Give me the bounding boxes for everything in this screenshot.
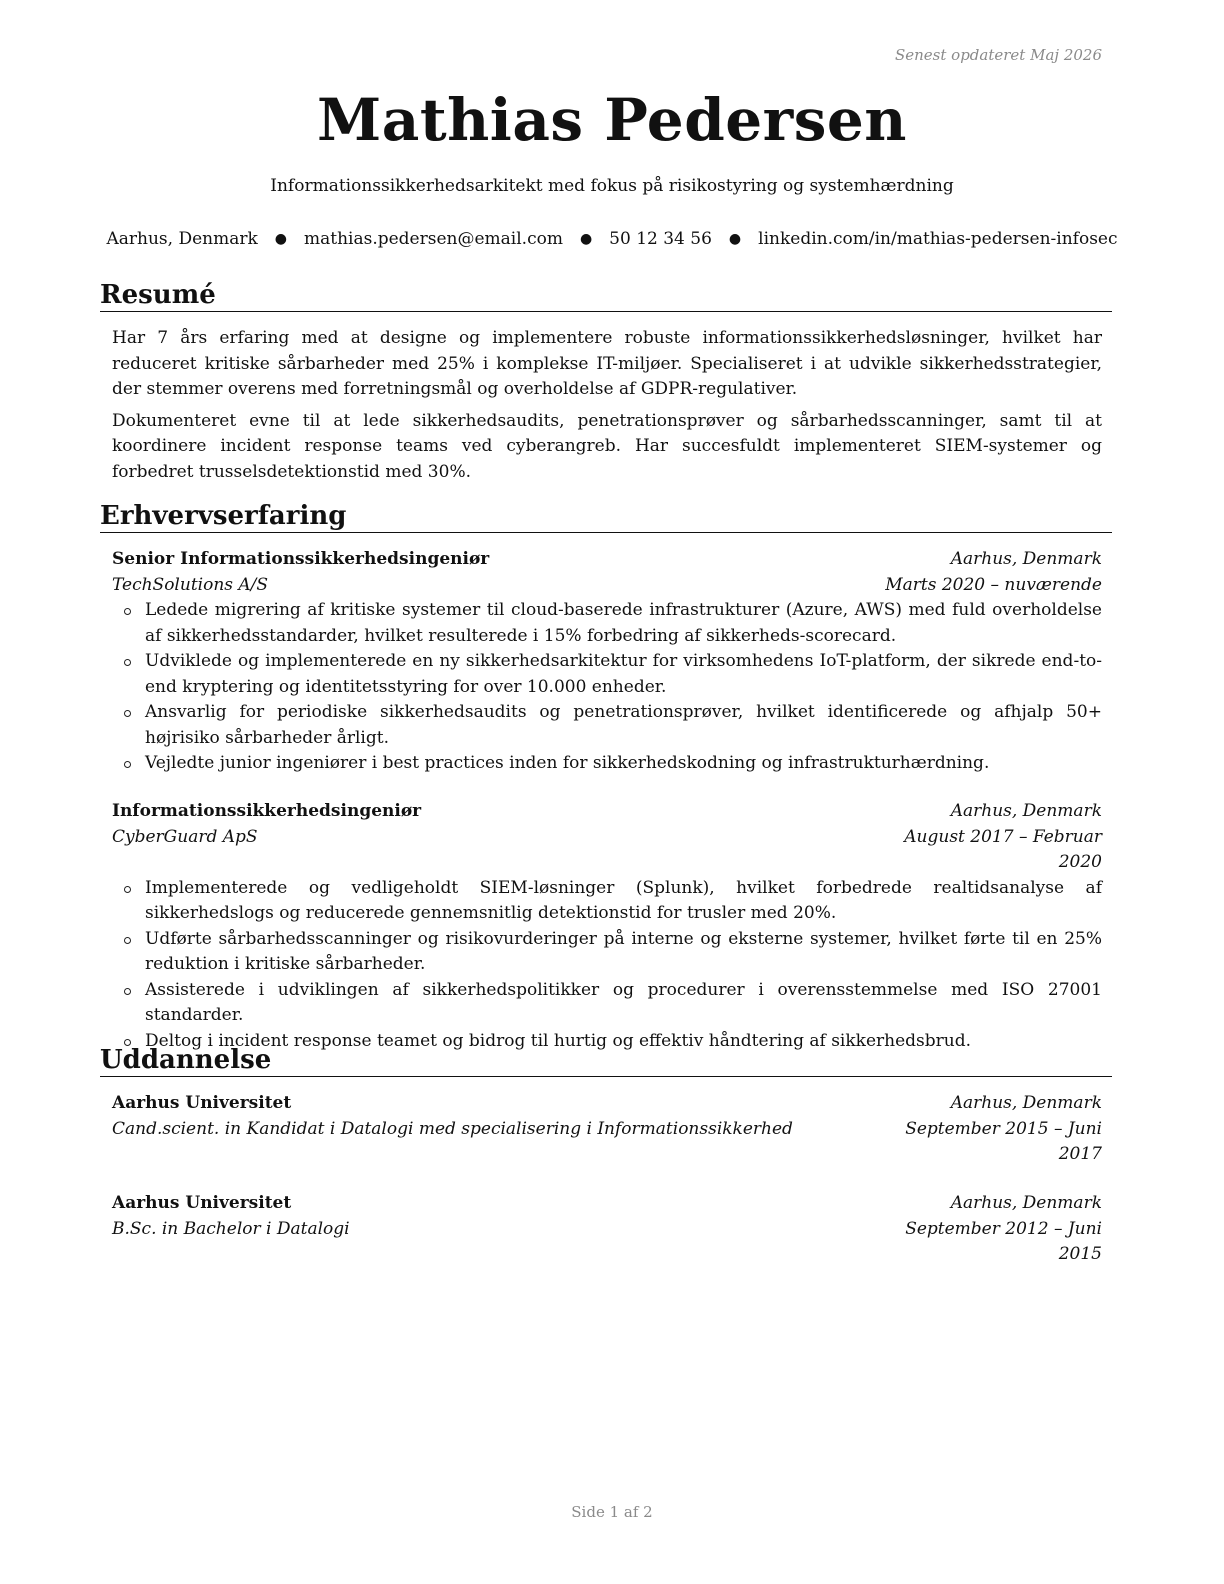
list-item: Udviklede og implementerede en ny sikkerhedsarkitektur for virksomhedens IoT-platform, der sikrede end-to-end kryptering og identitetsstyring for over 10.000 enheder.: [112, 649, 1102, 700]
education-dates: September 2015 – Juni 2017: [905, 1118, 1102, 1164]
job-company: TechSolutions A/S: [112, 574, 269, 595]
contact-phone: 50 12 34 56: [609, 229, 712, 249]
candidate-name: Mathias Pedersen: [317, 86, 907, 154]
bullet-separator-icon: ●: [728, 231, 742, 247]
contact-location: Aarhus, Denmark: [106, 229, 258, 249]
list-item: Assisterede i udviklingen af sikkerhedspolitikker og procedurer i overensstemmelse med ISO 27001 standarder.: [112, 978, 1102, 1029]
summary-section: [112, 326, 1102, 491]
job-location: Aarhus, Denmark: [950, 801, 1102, 821]
page-number: Side 1 af 2: [571, 1503, 653, 1521]
list-item: Implementerede og vedligeholdt SIEM-løsninger (Splunk), hvilket forbedrede realtidsanalyse af sikkerhedslogs og reducerede gennemsnitlig detektionstid for trusler med 20%.: [112, 876, 1102, 927]
bullet-separator-icon: ●: [274, 231, 287, 247]
job-dates: August 2017 – Februar 2020: [904, 826, 1102, 872]
job-entry: [112, 547, 1102, 777]
list-item: Vejledte junior ingeniører i best practices inden for sikkerhedskodning og infrastrukturhærdning.: [112, 751, 1102, 777]
education-dates: September 2012 – Juni 2015: [905, 1218, 1102, 1264]
summary-paragraph: Dokumenteret evne til at lede sikkerhedsaudits, penetrationsprøver og sårbarhedsscanninger, samt til at koordinere incident response teams ved cyberangreb. Har succesfuldt implementeret SIEM-systemer og forbedret trusselsdetektionstid med 30%.: [112, 410, 1102, 482]
job-role: Informationssikkerhedsingeniør: [112, 801, 422, 821]
job-location: Aarhus, Denmark: [950, 549, 1102, 569]
tagline: Informationssikkerhedsarkitekt med fokus på risikostyring og systemhærdning: [270, 176, 954, 196]
list-item: Udførte sårbarhedsscanninger og risikovurderinger på interne og eksterne systemer, hvilket førte til en 25% reduktion i kritiske sårbarheder.: [112, 927, 1102, 978]
job-company: CyberGuard ApS: [112, 826, 258, 847]
list-item: Ansvarlig for periodiske sikkerhedsaudits og penetrationsprøver, hvilket identificerede og afhjalp 50+ højrisiko sårbarheder årligt.: [112, 700, 1102, 751]
school-name: Aarhus Universitet: [112, 1193, 292, 1213]
contact-line: [100, 229, 1124, 249]
degree: Cand.scient. in Kandidat i Datalogi med specialisering i Informationssikkerhed: [112, 1118, 793, 1139]
school-name: Aarhus Universitet: [112, 1093, 292, 1113]
education-entry: [112, 1091, 1102, 1168]
education-entry: [112, 1191, 1102, 1268]
section-title-experience: Erhvervserfaring: [100, 501, 1112, 533]
contact-linkedin[interactable]: linkedin.com/in/mathias-pedersen-infosec: [758, 229, 1118, 249]
summary-paragraph: Har 7 års erfaring med at designe og implementere robuste informationssikkerhedsløsninger, hvilket har reduceret kritiske sårbarheder med 25% i komplekse IT-miljøer. Specialiseret i at udvikle sikkerhedsstrategier, der stemmer overens med forretningsmål og overholdelse af GDPR-regulativer.: [112, 328, 1102, 399]
job-bullets: [112, 598, 1102, 777]
bullet-separator-icon: ●: [579, 231, 593, 247]
school-location: Aarhus, Denmark: [950, 1193, 1102, 1213]
list-item: Ledede migrering af kritiske systemer til cloud-baserede infrastrukturer (Azure, AWS) med fuld overholdelse af sikkerhedsstandarder, hvilket resulterede i 15% forbedring af sikkerheds-scorecard.: [112, 598, 1102, 649]
list-item: Deltog i incident response teamet og bidrog til hurtig og effektiv håndtering af sikkerhedsbrud.: [112, 1029, 1102, 1055]
job-dates: Marts 2020 – nuværende: [885, 574, 1102, 595]
job-role: Senior Informationssikkerhedsingeniør: [112, 549, 490, 569]
section-title-education: Uddannelse: [100, 1045, 1112, 1077]
job-entry: [112, 799, 1102, 1054]
job-bullets: [112, 876, 1102, 1055]
section-title-summary: Resumé: [100, 280, 1112, 312]
school-location: Aarhus, Denmark: [950, 1093, 1102, 1113]
last-updated: Senest opdateret Maj 2026: [894, 46, 1102, 64]
contact-email[interactable]: mathias.pedersen@email.com: [304, 229, 563, 249]
degree: B.Sc. in Bachelor i Datalogi: [112, 1218, 350, 1239]
